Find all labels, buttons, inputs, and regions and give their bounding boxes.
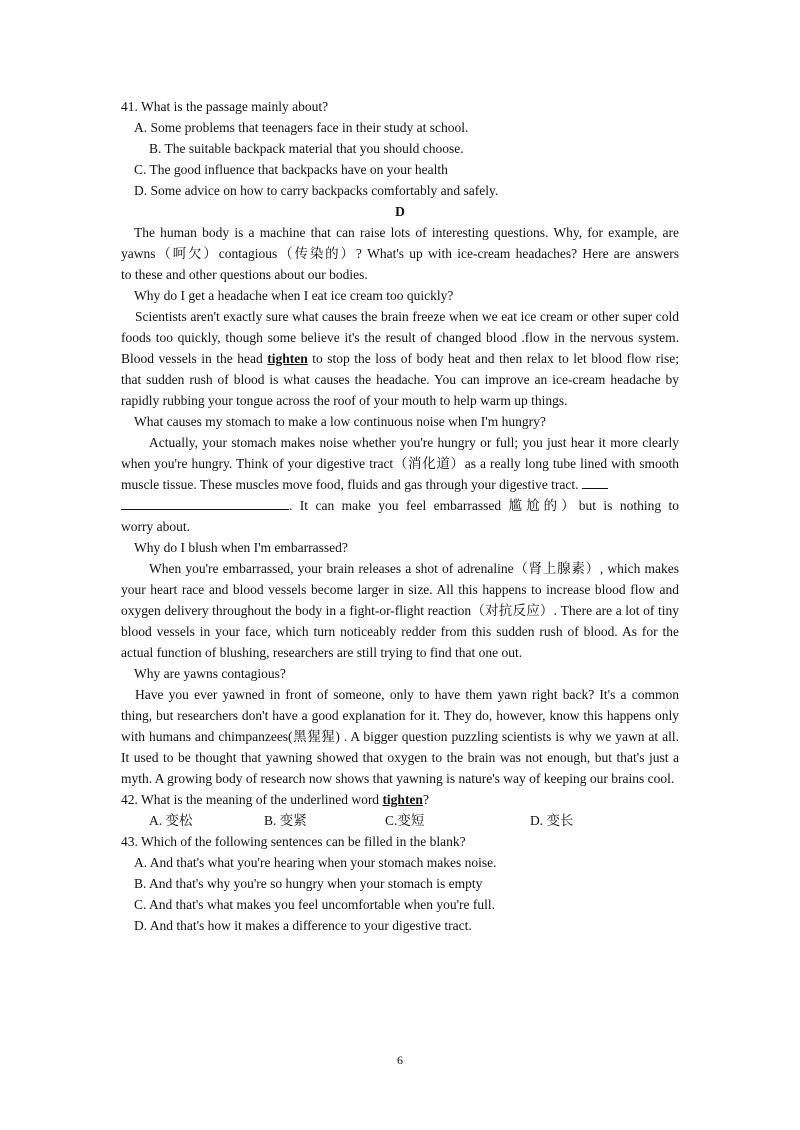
blank-short [582,474,608,489]
blank-line-row [121,495,679,516]
q42-stem-before: 42. What is the meaning of the underlined word [121,792,383,807]
p2-after-blank: . It can make you feel embarrassed 尴尬的）but is nothing to [289,498,679,513]
q42-option-b: B. 变紧 [264,813,307,828]
q42-option-d: D. 变长 [530,813,574,828]
question-heading-3: Why do I blush when I'm embarrassed? [134,540,348,555]
blank-43 [121,495,289,510]
q42-stem-after: ? [422,792,429,807]
q41-stem: 41. What is the passage mainly about? [121,99,329,114]
intro-line-1: The human body is a machine that can raise lots of interesting questions. Why, for example, are [134,225,679,240]
document-page [121,96,679,936]
page-number: 6 [397,1053,403,1067]
q43-option-b: B. And that's why you're so hungry when your stomach is empty [134,876,483,891]
q43-option-d: D. And that's how it makes a difference to your digestive tract. [134,918,472,933]
q42-stem [121,789,679,810]
question-heading-2: What causes my stomach to make a low continuous noise when I'm hungry? [134,414,546,429]
p4-text: Have you ever yawned in front of someone, only to have them yawn right back? It's a common thing, but researchers don't have a good explanation for it. They do, however, know this happens only with humans and chimpanzees(黑猩猩) . A bigger question puzzling scientists is why we yawn at all. It used to be thought that yawning showed that oxygen to the brain was not enough, but that's just a myth. A growing body of research now shows that yawning is nature's way of keeping our brains cool. [121,687,679,786]
paragraph-brain-freeze [121,306,679,411]
section-heading: D [395,204,405,219]
question-heading-1: Why do I get a headache when I eat ice cream too quickly? [134,288,454,303]
q41-option-a: A. Some problems that teenagers face in their study at school. [134,120,469,135]
p3-text: When you're embarrassed, your brain releases a shot of adrenaline（肾上腺素）, which makes your heart race and blood vessels become larger in size. All this happens to increase blood flow and oxygen delivery throughout the body in a fight-or-flight reaction（对抗反应）. There are a lot of tiny blood vessels in your face, which turn noticeably redder from this sudden rush of blood. As for the actual function of blushing, researchers are still trying to find that one out. [121,561,679,660]
q41-option-d: D. Some advice on how to carry backpacks comfortably and safely. [134,183,499,198]
paragraph-yawns [121,684,679,789]
paragraph-blush [121,558,679,663]
p1-text-before: Scientists aren't exactly sure what causes the brain freeze when we eat ice cream or other super cold foods too quickly, though some believe it's the result of changed blood .flow in the nervous system. Blood vessels in the head [121,309,679,366]
intro-line-3: to these and other questions about our bodies. [121,267,368,282]
q42-word: tighten [382,792,423,807]
q41-option-c: C. The good influence that backpacks have on your health [134,162,448,177]
p2-text: Actually, your stomach makes noise whether you're hungry or full; you just hear it more clearly when you're hungry. Think of your digestive tract（消化道）as a really long tube lined with smooth muscle tissue. These muscles move food, fluids and gas through your digestive tract. [121,435,679,492]
q42-option-a: A. 变松 [149,813,193,828]
p1-text-after: to stop the loss of body heat and then relax to let blood flow rise; that sudden rush of blood is what causes the headache. You can improve an ice-cream headache by rapidly rubbing your tongue across the roof of your mouth to help warm up things. [121,351,679,408]
paragraph-stomach-noise [121,432,679,495]
intro-line-2: yawns（呵欠）contagious（传染的）? What's up with ice-cream headaches? Here are answers [121,246,679,261]
underlined-word-tighten: tighten [267,351,308,366]
q43-stem: 43. Which of the following sentences can be filled in the blank? [121,834,466,849]
p2-end: worry about. [121,519,190,534]
q43-option-c: C. And that's what makes you feel uncomfortable when you're full. [134,897,496,912]
q43-option-a: A. And that's what you're hearing when your stomach makes noise. [134,855,497,870]
q42-options [121,810,679,831]
question-heading-4: Why are yawns contagious? [134,666,286,681]
q42-option-c: C.变短 [385,813,425,828]
q41-option-b: B. The suitable backpack material that you should choose. [149,141,464,156]
